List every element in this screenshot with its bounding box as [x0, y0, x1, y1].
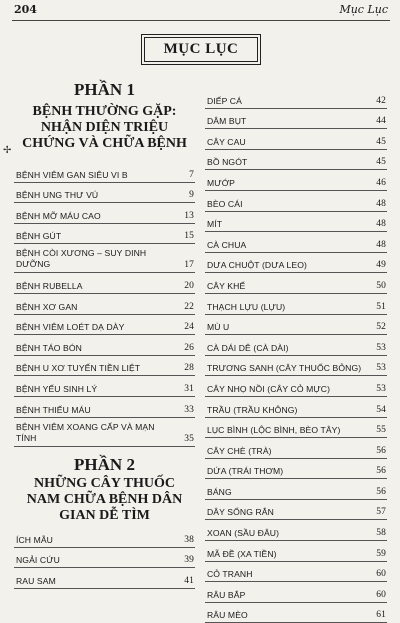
toc-entry-page: 45: [376, 136, 386, 147]
part2-heading: [14, 476, 195, 524]
toc-entry-page: 13: [184, 210, 194, 221]
toc-entry: [205, 150, 387, 171]
page-title: MỤC LỤC: [144, 37, 258, 62]
toc-entry-title: CỎ TRANH: [207, 569, 253, 580]
page-number: 204: [14, 3, 37, 16]
toc-entry: [205, 438, 387, 459]
toc-entry-title: DIẾP CÁ: [207, 95, 242, 106]
toc-entry: [205, 273, 387, 294]
toc-entry-title: CÀ DÁI DÊ (CÀ DÀI): [207, 342, 289, 353]
toc-entry-page: 53: [376, 383, 386, 394]
toc-entry-title: CÂY NHỌ NỒI (CÂY CỎ MỰC): [207, 383, 331, 394]
toc-entry-title: BỆNH VIÊM GAN SIÊU VI B: [16, 169, 128, 180]
right-entry-list: [205, 88, 387, 623]
toc-entry: [205, 129, 387, 150]
toc-entry-page: 48: [376, 239, 386, 250]
toc-entry: [205, 212, 387, 233]
toc-entry-page: 49: [376, 260, 386, 271]
toc-entry-page: 35: [184, 433, 194, 444]
toc-entry-page: 44: [376, 116, 386, 127]
toc-entry: [205, 232, 387, 253]
toc-entry: [14, 568, 195, 589]
part1-heading-line: NHẬN DIỆN TRIỆU: [40, 120, 169, 135]
toc-entry-title: DÂY SỐNG RẮN: [207, 507, 274, 518]
part2-heading-line: NAM CHỮA BỆNH DÂN: [26, 492, 183, 507]
toc-entry-title: RÂU BẮP: [207, 589, 246, 600]
toc-entry-page: 39: [184, 555, 194, 566]
toc-entry-page: 55: [376, 425, 386, 436]
part1-heading-line: BỆNH THƯỜNG GẶP:: [32, 104, 177, 119]
toc-entry: [14, 273, 195, 294]
toc-entry-page: 46: [376, 177, 386, 188]
part1-entry-list: [14, 162, 195, 447]
toc-entry-page: 56: [376, 466, 386, 477]
toc-entry-page: 60: [376, 589, 386, 600]
toc-entry-title: TRƯƠNG SANH (CÂY THUỐC BỎNG): [207, 363, 362, 374]
toc-entry: [14, 315, 195, 336]
toc-entry-title: CÀ CHUA: [207, 239, 247, 250]
toc-entry: [205, 335, 387, 356]
toc-entry: [14, 548, 195, 569]
toc-entry-title: MƯỚP: [207, 177, 235, 188]
toc-entry-title: BỆNH RUBELLA: [16, 280, 83, 291]
toc-entry-title: BÈO CÁI: [207, 198, 243, 209]
toc-entry: [205, 500, 387, 521]
part1-heading-line: CHỨNG VÀ CHỮA BỆNH: [22, 136, 187, 151]
toc-entry: [14, 356, 195, 377]
toc-entry-title: BỆNH U XƠ TUYẾN TIỀN LIỆT: [16, 363, 141, 374]
toc-entry: [205, 603, 387, 623]
toc-entry: [14, 294, 195, 315]
toc-entry-title: CÂY CHÈ (TRÀ): [207, 445, 272, 456]
toc-entry-page: 22: [184, 301, 194, 312]
toc-entry-page: 58: [376, 528, 386, 539]
toc-entry-page: 24: [184, 322, 194, 333]
toc-entry: [14, 183, 195, 204]
toc-entry-page: 48: [376, 198, 386, 209]
toc-entry-title: MÍT: [207, 219, 223, 230]
toc-entry-title: BỆNH YẾU SINH LÝ: [16, 383, 98, 394]
toc-entry-title: ÍCH MẪU: [16, 534, 53, 545]
toc-entry-title: BỆNH UNG THƯ VÚ: [16, 190, 99, 201]
toc-entry: [205, 459, 387, 480]
toc-entry: [205, 520, 387, 541]
toc-entry-page: 56: [376, 445, 386, 456]
toc-entry-title: BỆNH GÚT: [16, 231, 62, 242]
toc-entry-title: DƯA CHUỘT (DƯA LEO): [207, 260, 307, 271]
toc-entry-page: 61: [376, 610, 386, 621]
toc-entry-title: MÃ ĐỀ (XA TIỀN): [207, 548, 277, 559]
toc-entry: [14, 397, 195, 418]
toc-entry-title: BỆNH VIÊM XOANG CẤP VÀ MẠN TÍNH: [16, 421, 155, 443]
toc-entry: [205, 170, 387, 191]
part1-heading: [14, 104, 195, 152]
toc-entry-title: BÁNG: [207, 486, 232, 497]
toc-entry-title: LỤC BÌNH (LỘC BÌNH, BÈO TÂY): [207, 425, 341, 436]
toc-entry-page: 53: [376, 342, 386, 353]
toc-entry-title: MÙ U: [207, 322, 230, 333]
toc-entry: [14, 203, 195, 224]
toc-entry: [205, 315, 387, 336]
toc-entry-page: 31: [184, 383, 194, 394]
toc-entry-title: BỆNH MỠ MÁU CAO: [16, 210, 101, 221]
toc-entry-page: 38: [184, 534, 194, 545]
toc-entry-page: 17: [184, 260, 194, 271]
part2-entry-list: [14, 527, 195, 589]
toc-entry: [205, 376, 387, 397]
toc-entry-page: 45: [376, 157, 386, 168]
toc-entry-title: CÂY CAU: [207, 136, 246, 147]
toc-entry: [205, 356, 387, 377]
toc-entry-page: 9: [189, 190, 194, 201]
toc-entry-page: 28: [184, 363, 194, 374]
toc-entry-title: BỆNH XƠ GAN: [16, 301, 78, 312]
toc-entry-title: CÂY KHẾ: [207, 280, 246, 291]
toc-entry-title: DỨA (TRÁI THƠM): [207, 466, 284, 477]
toc-entry-title: BỆNH VIÊM LOÉT DẠ DÀY: [16, 322, 125, 333]
toc-entry: [205, 418, 387, 439]
toc-entry-title: DÂM BỤT: [207, 116, 247, 127]
toc-entry-title: RÂU MÈO: [207, 610, 248, 621]
toc-entry-page: 51: [376, 301, 386, 312]
toc-entry-title: THẠCH LỰU (LỰU): [207, 301, 286, 312]
toc-entry-page: 20: [184, 280, 194, 291]
toc-entry: [205, 562, 387, 583]
toc-entry: [205, 479, 387, 500]
toc-entry-page: 52: [376, 322, 386, 333]
toc-entry: [205, 397, 387, 418]
toc-entry-title: RAU SAM: [16, 575, 56, 586]
toc-entry-page: 50: [376, 280, 386, 291]
part2-heading-line: NHỮNG CÂY THUỐC: [33, 476, 176, 491]
toc-entry-page: 33: [184, 404, 194, 415]
toc-entry-title: BỆNH CÒI XƯƠNG – SUY DINH DƯỠNG: [16, 248, 147, 270]
toc-entry-page: 53: [376, 363, 386, 374]
toc-entry-page: 42: [376, 95, 386, 106]
toc-entry: [14, 527, 195, 548]
toc-entry-page: 7: [189, 169, 194, 180]
margin-mark: ✢: [3, 145, 12, 156]
part2-label: PHẦN 2: [74, 455, 135, 474]
toc-entry-page: 41: [184, 575, 194, 586]
toc-entry-title: BỆNH THIẾU MÁU: [16, 404, 91, 415]
toc-entry: [14, 162, 195, 183]
toc-entry: [14, 418, 195, 447]
toc-entry-page: 59: [376, 548, 386, 559]
toc-entry: [205, 109, 387, 130]
toc-entry-title: BỆNH TÁO BÓN: [16, 342, 82, 353]
toc-entry: [205, 191, 387, 212]
part1-label: PHẦN 1: [74, 80, 135, 99]
toc-entry-title: TRẦU (TRẦU KHÔNG): [207, 404, 298, 415]
header-rule: [12, 20, 390, 21]
toc-entry-title: XOAN (SẦU ĐÂU): [207, 528, 280, 539]
toc-entry: [14, 224, 195, 245]
toc-entry: [205, 541, 387, 562]
toc-entry: [205, 582, 387, 603]
toc-entry-page: 26: [184, 342, 194, 353]
running-head: Mục Lục: [339, 3, 388, 16]
toc-entry-page: 60: [376, 569, 386, 580]
toc-entry: [14, 335, 195, 356]
toc-entry-title: BỒ NGÓT: [207, 157, 248, 168]
part2-heading-line: GIAN DỄ TÌM: [59, 508, 150, 523]
toc-entry-page: 48: [376, 219, 386, 230]
toc-entry-page: 15: [184, 231, 194, 242]
toc-entry-page: 57: [376, 507, 386, 518]
toc-entry: [205, 253, 387, 274]
toc-entry-title: NGẢI CỨU: [16, 555, 60, 566]
toc-entry-page: 56: [376, 486, 386, 497]
toc-entry: [14, 376, 195, 397]
toc-entry: [205, 294, 387, 315]
toc-entry-page: 54: [376, 404, 386, 415]
toc-entry: [205, 88, 387, 109]
toc-entry: [14, 244, 195, 273]
